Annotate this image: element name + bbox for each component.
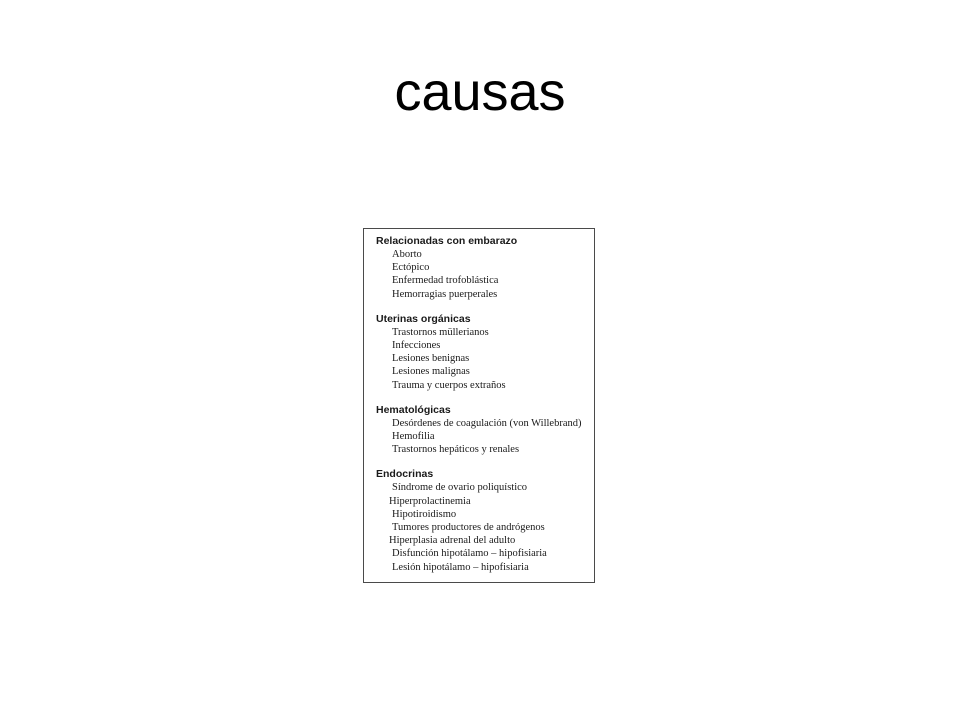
- list-item: Lesiones benignas: [392, 353, 470, 365]
- group-endocrine: [376, 468, 594, 573]
- list-item: Desórdenes de coagulación (von Willebrand): [392, 417, 582, 429]
- group-heading: Relacionadas con embarazo: [376, 235, 518, 247]
- group-heading: Hematológicas: [376, 403, 451, 416]
- list-item: Enfermedad trofoblástica: [392, 275, 499, 287]
- list-item: Aborto: [392, 249, 422, 260]
- list-item: Hiperprolactinemia: [389, 495, 471, 507]
- group-uterine: [376, 313, 594, 392]
- group-hematologic: [376, 404, 594, 457]
- list-item: Hemofilia: [392, 431, 435, 443]
- list-item: Lesión hipotálamo – hipofisiaria: [392, 561, 529, 573]
- list-item: Trauma y cuerpos extraños: [392, 379, 506, 391]
- list-item: Lesiones malignas: [392, 366, 470, 378]
- group-pregnancy: [376, 235, 594, 301]
- group-heading: Uterinas orgánicas: [376, 312, 471, 325]
- list-item: Síndrome de ovario poliquístico: [392, 482, 528, 494]
- list-item: Hemorragias puerperales: [392, 288, 498, 300]
- list-item: Tumores productores de andrógenos: [392, 522, 545, 534]
- list-item: Trastornos hepáticos y renales: [392, 444, 520, 456]
- list-item: Trastornos müllerianos: [392, 326, 489, 338]
- group-heading: Endocrinas: [376, 468, 434, 481]
- list-item: Hiperplasia adrenal del adulto: [389, 535, 516, 547]
- causes-table: [363, 228, 595, 583]
- list-item: Ectópico: [392, 262, 430, 274]
- list-item: Hipotiroidismo: [392, 508, 457, 520]
- slide-title: causas: [394, 62, 566, 122]
- list-item: Infecciones: [392, 340, 441, 352]
- list-item: Disfunción hipotálamo – hipofisiaria: [392, 548, 547, 560]
